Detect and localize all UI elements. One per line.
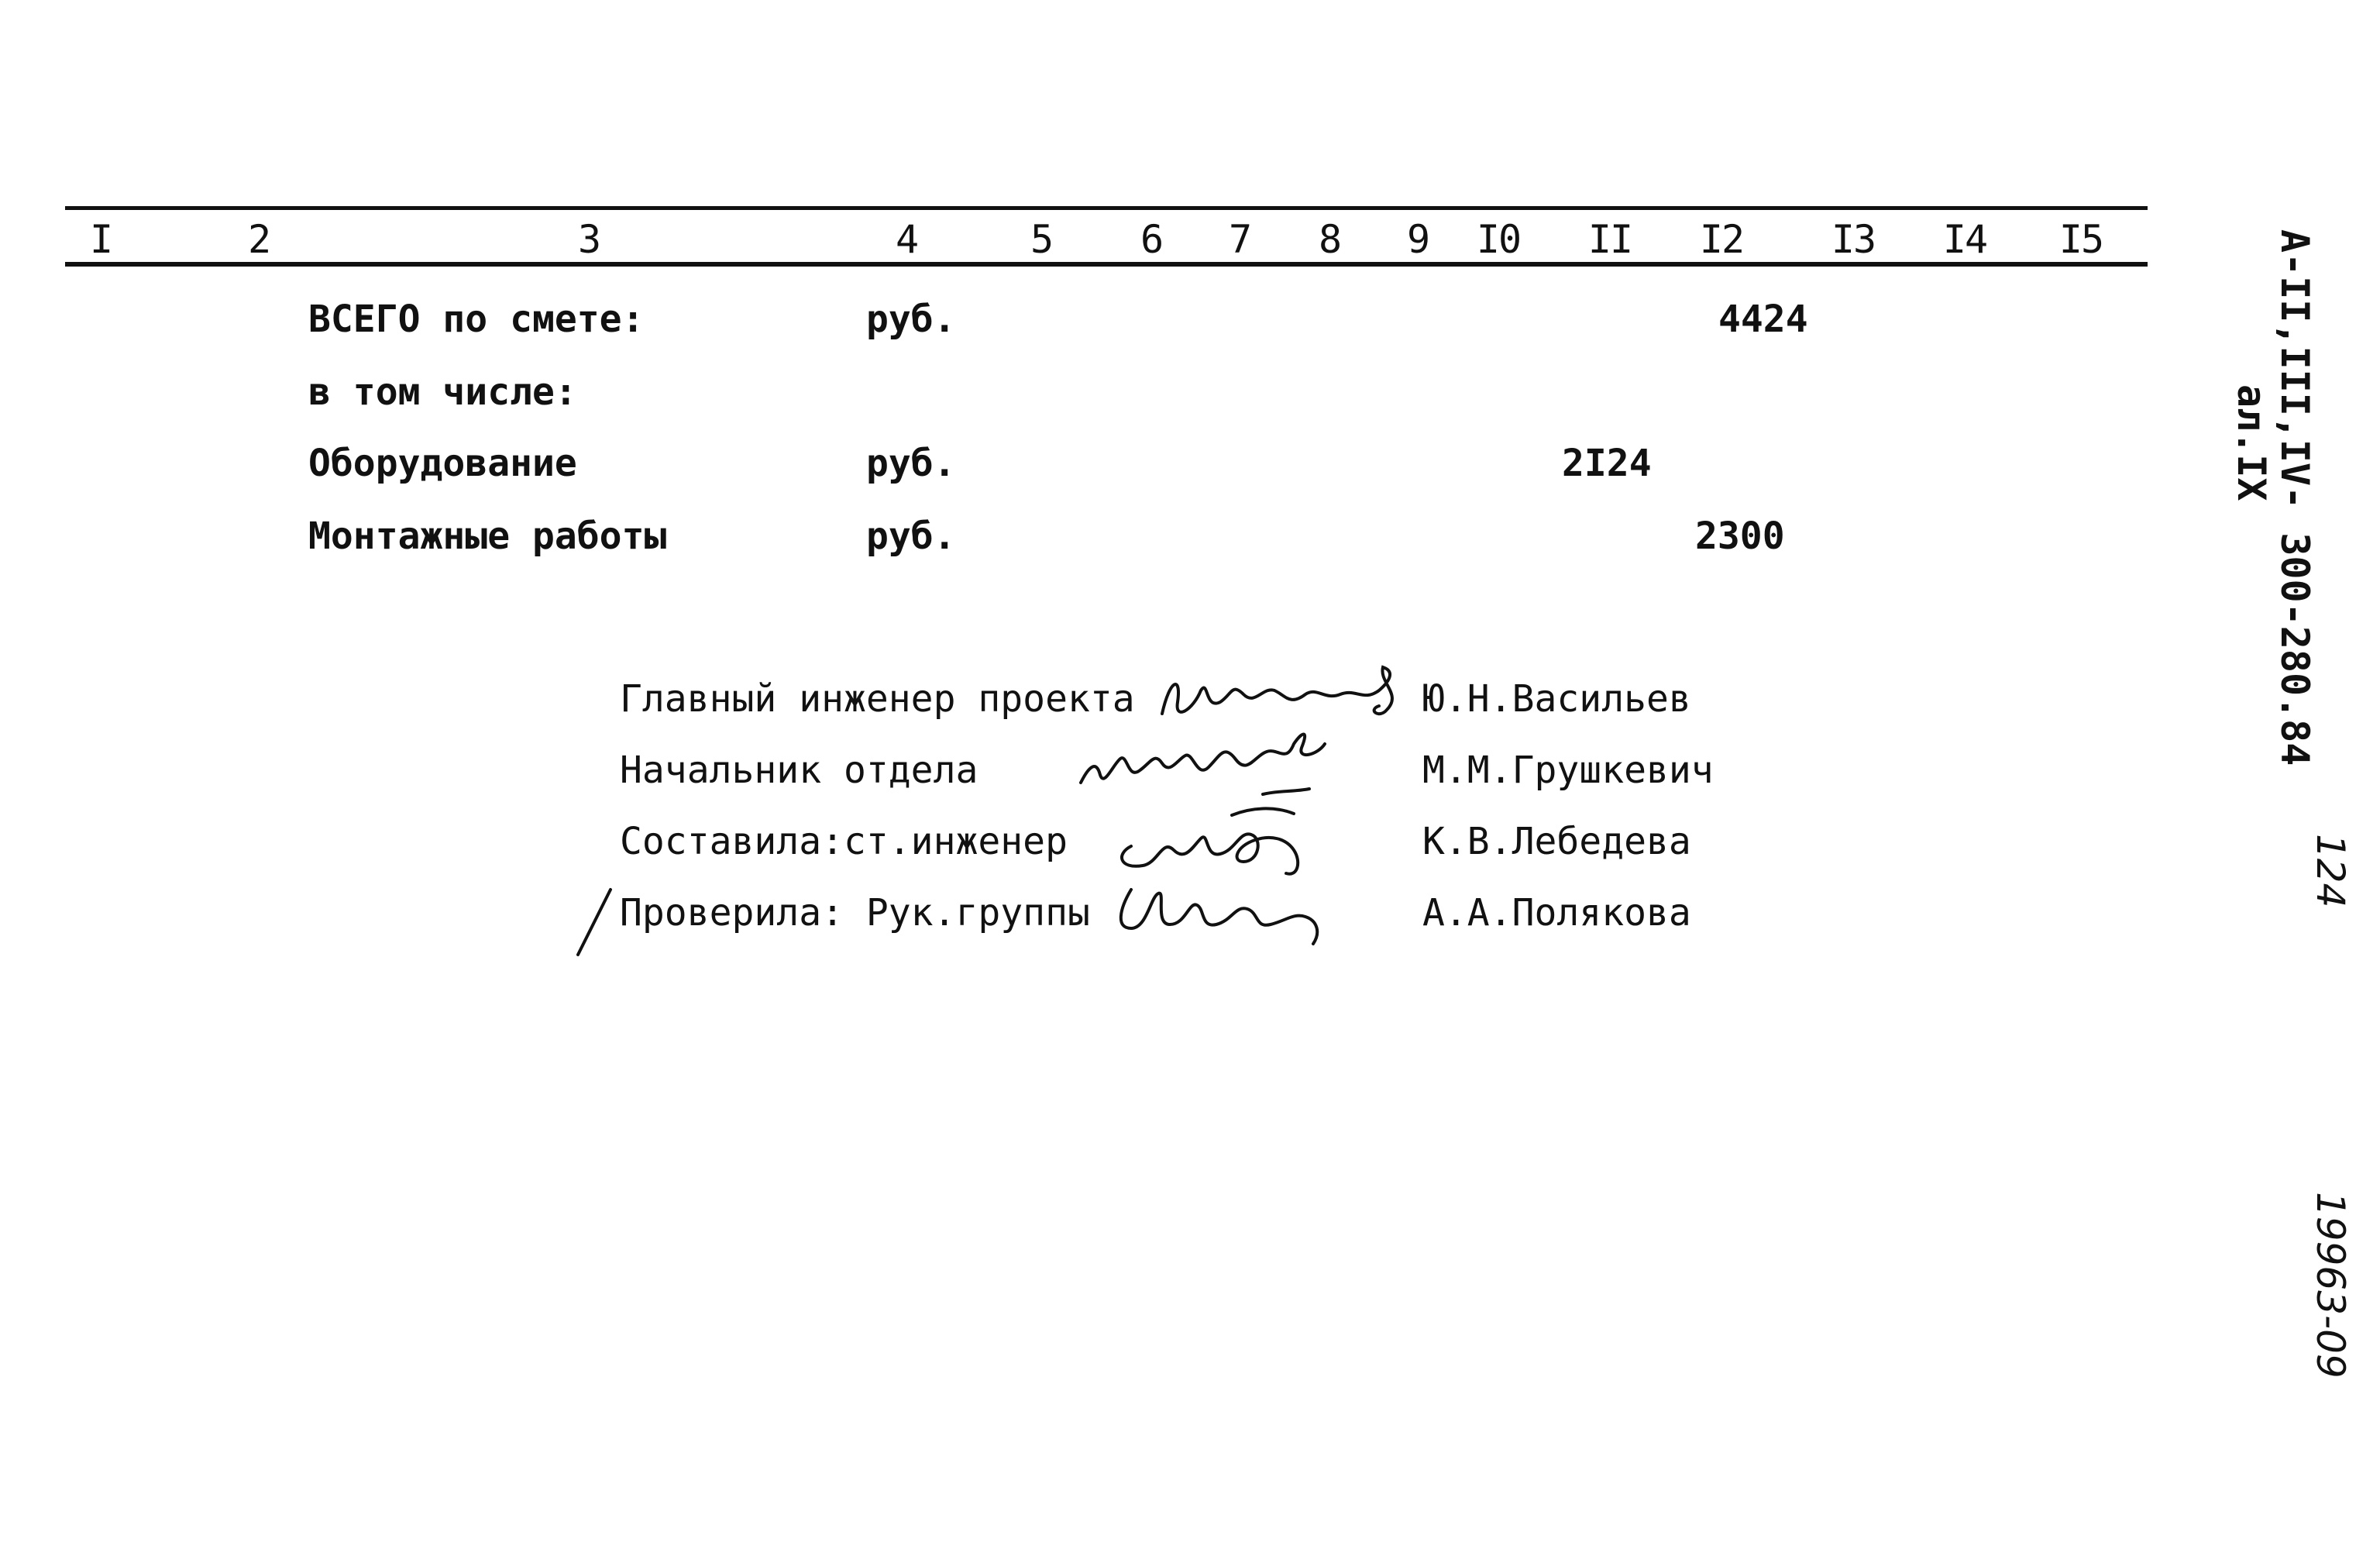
signer-name: М.М.Грушкевич xyxy=(1422,749,1714,792)
column-number: 5 xyxy=(1030,217,1053,262)
column-number: I xyxy=(89,217,112,262)
signer-name: Ю.Н.Васильев xyxy=(1422,677,1691,721)
row-value: 4424 xyxy=(1718,298,1808,341)
signer-role: Проверила: Рук.группы xyxy=(620,891,1090,935)
column-number: I4 xyxy=(1942,217,1987,262)
signer-name: А.А.Полякова xyxy=(1422,891,1691,935)
document-code: А-II,III,IV- 300-280.84 xyxy=(2272,229,2317,766)
row-label: Монтажные работы xyxy=(308,515,667,558)
row-unit: руб. xyxy=(866,442,956,485)
column-number: 6 xyxy=(1140,217,1163,262)
column-number: I3 xyxy=(1831,217,1876,262)
column-number: 3 xyxy=(577,217,600,262)
signer-role: Начальник отдела xyxy=(620,749,978,792)
column-number: I2 xyxy=(1699,217,1744,262)
page-number: 124 xyxy=(2308,834,2353,908)
column-number: 8 xyxy=(1318,217,1341,262)
column-number: I0 xyxy=(1476,217,1521,262)
row-label: Оборудование xyxy=(308,442,577,485)
signer-role: Главный инженер проекта xyxy=(620,677,1135,721)
row-value: 2I24 xyxy=(1562,442,1652,485)
row-label: в том числе: xyxy=(308,370,577,414)
header-top-rule xyxy=(65,206,2148,210)
inventory-number: 19963-09 xyxy=(2308,1192,2353,1379)
row-unit: руб. xyxy=(866,515,956,558)
column-number: II xyxy=(1587,217,1632,262)
column-number: 9 xyxy=(1406,217,1429,262)
signer-name: К.В.Лебедева xyxy=(1422,820,1691,863)
signer-role: Составила:ст.инженер xyxy=(620,820,1068,863)
handwritten-signature-4 xyxy=(1100,866,1340,952)
row-unit: руб. xyxy=(866,298,956,341)
document-album: ал.IX xyxy=(2229,384,2274,501)
column-number: 4 xyxy=(895,217,918,262)
column-number: 7 xyxy=(1228,217,1251,262)
row-value: 2300 xyxy=(1695,515,1785,558)
column-number: 2 xyxy=(247,217,270,262)
row-label: ВСЕГО по смете: xyxy=(308,298,645,341)
header-bottom-rule xyxy=(65,262,2148,267)
check-mark-stroke xyxy=(570,883,617,961)
column-number: I5 xyxy=(2058,217,2103,262)
